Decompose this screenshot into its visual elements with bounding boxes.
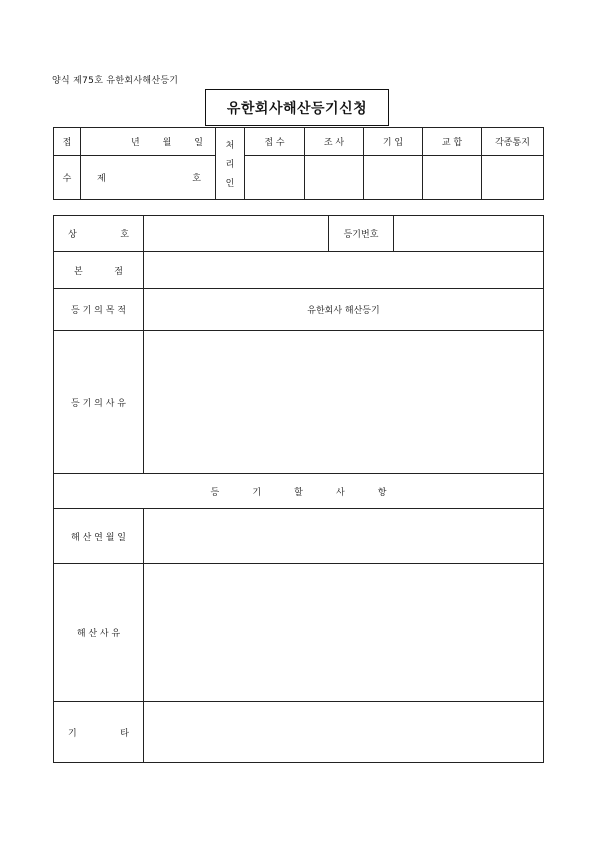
head-office-label: 본 점 <box>54 252 144 289</box>
head-office-field[interactable] <box>144 252 544 289</box>
company-name-field[interactable] <box>144 216 329 252</box>
number-prefix-label: 제 <box>97 174 106 184</box>
processor-char: 리 <box>225 160 235 170</box>
dissolution-reason-field[interactable] <box>144 564 544 702</box>
dissolution-reason-label: 해 산 사 유 <box>54 564 144 702</box>
registration-reason-field[interactable] <box>144 331 544 474</box>
processor-label <box>216 128 245 200</box>
processor-char: 인 <box>225 179 235 189</box>
company-name-label: 상 호 <box>54 216 144 252</box>
stamp-cell-investigation[interactable] <box>305 156 364 200</box>
registration-matters-header: 등 기 할 사 항 <box>54 474 544 509</box>
stamp-cell-entry[interactable] <box>364 156 423 200</box>
registry-number-label: 등기번호 <box>329 216 394 252</box>
col-header-receipt: 접 수 <box>245 128 305 156</box>
receipt-label-jeob: 접 <box>54 128 81 156</box>
col-header-entry: 기 입 <box>364 128 423 156</box>
processor-char: 처 <box>225 141 235 151</box>
receipt-table <box>53 127 544 200</box>
registration-reason-label: 등 기 의 사 유 <box>54 331 144 474</box>
day-label: 일 <box>194 138 203 148</box>
registration-purpose-label: 등 기 의 목 적 <box>54 289 144 331</box>
receipt-label-su: 수 <box>54 156 81 200</box>
other-label: 기 타 <box>54 702 144 763</box>
dissolution-date-label: 해 산 연 월 일 <box>54 509 144 564</box>
dissolution-date-field[interactable] <box>144 509 544 564</box>
stamp-cell-receipt[interactable] <box>245 156 305 200</box>
registry-number-field[interactable] <box>394 216 544 252</box>
receipt-number-cell[interactable] <box>81 156 216 200</box>
year-label: 년 <box>131 138 140 148</box>
col-header-investigation: 조 사 <box>305 128 364 156</box>
receipt-date-cell[interactable] <box>81 128 216 156</box>
stamp-cell-collation[interactable] <box>423 156 482 200</box>
col-header-collation: 교 합 <box>423 128 482 156</box>
other-field[interactable] <box>144 702 544 763</box>
month-label: 월 <box>162 138 172 148</box>
application-table <box>53 215 544 763</box>
page-title: 유한회사해산등기신청 <box>205 89 389 126</box>
registration-purpose-field[interactable]: 유한회사 해산등기 <box>144 289 544 331</box>
stamp-cell-notices[interactable] <box>482 156 544 200</box>
form-code: 양식 제75호 유한회사해산등기 <box>52 76 179 86</box>
col-header-notices: 각종통지 <box>482 128 544 156</box>
number-suffix-label: 호 <box>192 174 201 184</box>
